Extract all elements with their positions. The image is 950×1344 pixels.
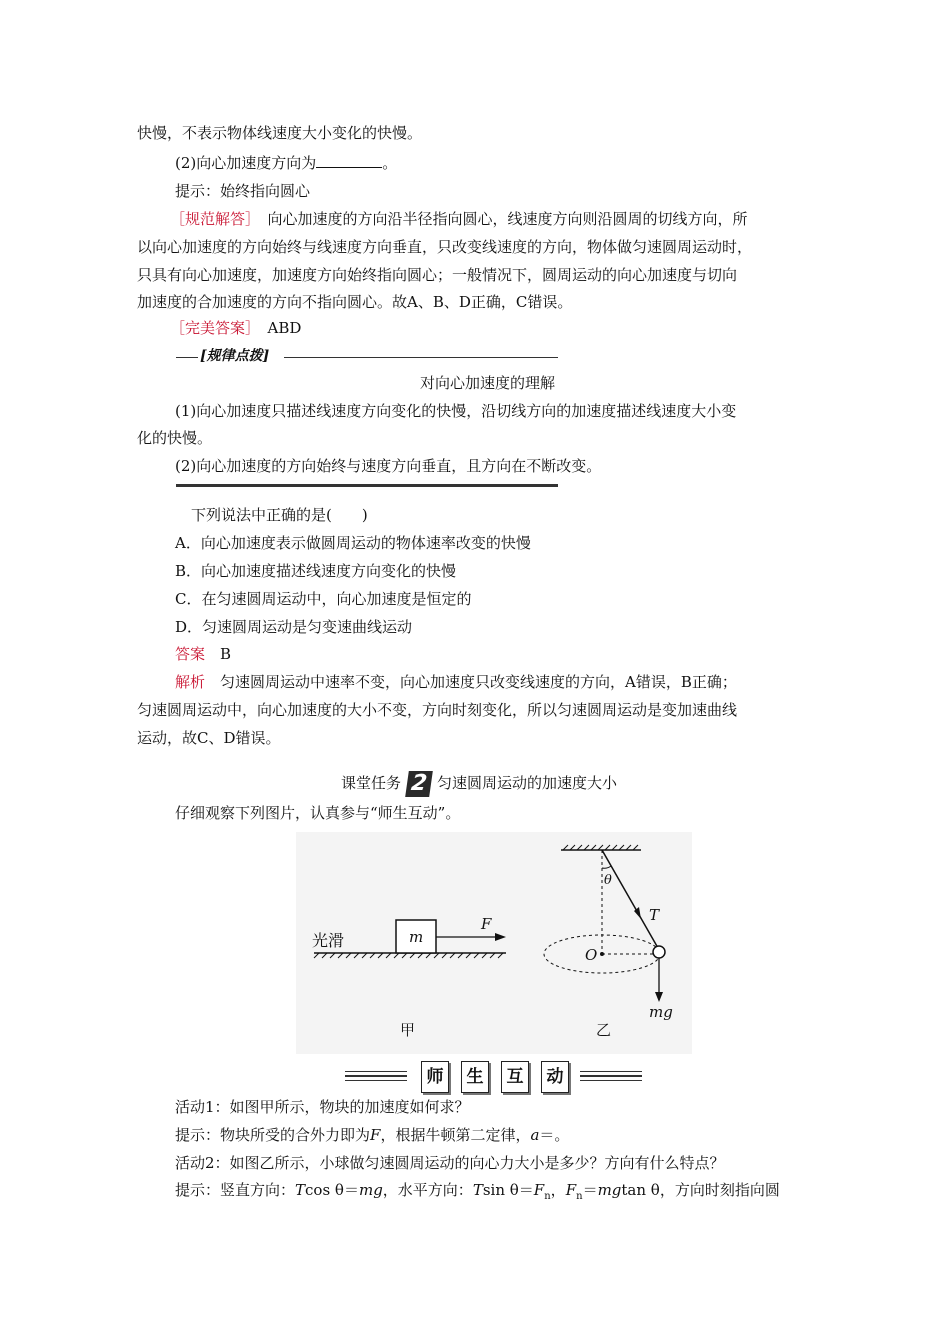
banner-line-left <box>345 1080 407 1081</box>
tips-title: 对向心加速度的理解 <box>420 374 556 392</box>
symbol-t: T <box>295 1181 306 1199</box>
subscript-n: n <box>544 1191 551 1202</box>
weight-arrowhead <box>655 992 663 1002</box>
tips-paragraph: 化的快慢。 <box>137 429 213 447</box>
weight-label: mg <box>649 1003 673 1021</box>
interaction-char: 生 <box>461 1061 489 1093</box>
task-heading <box>341 771 617 797</box>
answer-blank <box>316 153 382 168</box>
tips-rule-right <box>284 357 558 358</box>
option-a: A．向心加速度表示做圆周运动的物体速率改变的快慢 <box>175 534 531 552</box>
standard-solution-tag: ［规范解答］ <box>170 210 253 228</box>
ball <box>653 946 665 958</box>
hint-text: tan θ，方向时刻指向圆 <box>621 1181 780 1199</box>
tension-label: T <box>649 906 660 924</box>
center-label: O <box>585 946 598 964</box>
force-label: F <box>481 915 492 933</box>
tips-bottom-rule <box>176 484 558 487</box>
activity-2: 活动2：如图乙所示，小球做匀速圆周运动的向心力大小是多少？方向有什么特点？ <box>175 1154 725 1172</box>
perfect-answer-tag: ［完美答案］ <box>170 319 253 337</box>
activity-1: 活动1：如图甲所示，物块的加速度如何求？ <box>175 1098 470 1116</box>
theta-label: θ <box>604 873 612 888</box>
hint-text: ， <box>550 1181 566 1199</box>
angle-arc <box>602 866 611 868</box>
physics-figure <box>296 832 692 1054</box>
banner-line-right <box>580 1080 642 1081</box>
question-stem: 下列说法中正确的是( ) <box>191 506 368 524</box>
symbol-f: F <box>370 1126 381 1144</box>
hint-line: 提示：始终指向圆心 <box>175 182 311 200</box>
solution-text: 向心加速度的方向沿半径指向圆心，线速度方向则沿圆周的切线方向，所 <box>252 210 748 228</box>
text-line <box>175 153 397 173</box>
punctuation: 。 <box>382 154 398 172</box>
analysis-text: 匀速圆周运动中速率不变，向心加速度只改变线速度的方向，A错误，B正确； <box>205 673 737 691</box>
hint-text: sin θ＝ <box>482 1181 534 1199</box>
hint-text: cos θ＝ <box>305 1181 359 1199</box>
answer-line <box>175 644 231 664</box>
banner-line-right <box>580 1071 642 1072</box>
hint-text: ，水平方向： <box>382 1181 473 1199</box>
analysis-line: 匀速圆周运动中，向心加速度的大小不变，方向时刻变化，所以匀速圆周运动是变加速曲线 <box>137 701 738 719</box>
mass-label: m <box>409 928 424 946</box>
symbol-t: T <box>472 1181 483 1199</box>
option-d: D．匀速圆周运动是匀变速曲线运动 <box>175 618 413 636</box>
text-line: 只具有向心加速度，加速度方向始终指向圆心；一般情况下，圆周运动的向心加速度与切向 <box>137 266 738 284</box>
hint-text: ，根据牛顿第二定律， <box>380 1126 531 1144</box>
answer-tag: 答案 <box>175 645 206 663</box>
symbol-a: a <box>530 1126 540 1144</box>
perfect-answer: ABD <box>252 319 302 337</box>
task-intro: 仔细观察下列图片，认真参与“师生互动”。 <box>175 804 461 822</box>
tips-paragraph: (1)向心加速度只描述线速度方向变化的快慢，沿切线方向的加速度描述线速度大小变 <box>175 402 737 420</box>
hint-text: 提示：物块所受的合外力即为 <box>175 1126 371 1144</box>
analysis-tag: 解析 <box>175 673 206 691</box>
string <box>602 850 658 948</box>
banner-line-left <box>345 1071 407 1072</box>
interaction-char: 动 <box>541 1061 569 1093</box>
force-arrowhead <box>495 933 506 941</box>
tips-paragraph: (2)向心加速度的方向始终与速度方向垂直，且方向在不断改变。 <box>175 457 602 475</box>
option-b: B．向心加速度描述线速度方向变化的快慢 <box>175 562 457 580</box>
task-title: 匀速圆周运动的加速度大小 <box>437 774 618 792</box>
hint-text: ＝。 <box>539 1126 570 1144</box>
caption-left: 甲 <box>400 1021 416 1039</box>
symbol-f: F <box>533 1181 545 1199</box>
text-line: 加速度的合加速度的方向不指向圆心。故A、B、D正确，C错误。 <box>137 293 573 311</box>
option-c: C．在匀速圆周运动中，向心加速度是恒定的 <box>175 590 472 608</box>
analysis-line <box>175 672 737 692</box>
hint-text: ＝ <box>582 1181 598 1199</box>
caption-right: 乙 <box>596 1021 612 1039</box>
text-line: 快慢，不表示物体线速度大小变化的快慢。 <box>137 124 423 142</box>
interaction-char: 互 <box>501 1061 529 1093</box>
hint-text: 提示：竖直方向： <box>175 1181 296 1199</box>
text-line: 以向心加速度的方向始终与线速度方向垂直，只改变线速度的方向，物体做匀速圆周运动时， <box>137 238 753 256</box>
figure-svg <box>296 832 692 1054</box>
symbol-f: F <box>565 1181 577 1199</box>
answer-value: B <box>205 645 232 663</box>
smooth-label: 光滑 <box>312 931 345 950</box>
interaction-char: 师 <box>421 1061 449 1093</box>
banner-line-right <box>580 1075 642 1077</box>
hint-2 <box>175 1180 780 1207</box>
text-line <box>170 209 748 229</box>
symbol-mg: mg <box>358 1181 383 1199</box>
subscript-n: n <box>576 1191 583 1202</box>
hint-1 <box>175 1125 569 1145</box>
task-number-badge: 2 <box>405 771 433 797</box>
fill-in-prompt: (2)向心加速度方向为 <box>175 154 317 172</box>
task-prefix: 课堂任务 <box>341 774 402 792</box>
tips-label: [规律点拨] <box>200 348 270 364</box>
tips-rule-left <box>176 357 198 358</box>
text-line <box>170 318 301 338</box>
symbol-mg: mg <box>597 1181 622 1199</box>
analysis-line: 运动，故C、D错误。 <box>137 729 281 747</box>
banner-line-left <box>345 1075 407 1077</box>
